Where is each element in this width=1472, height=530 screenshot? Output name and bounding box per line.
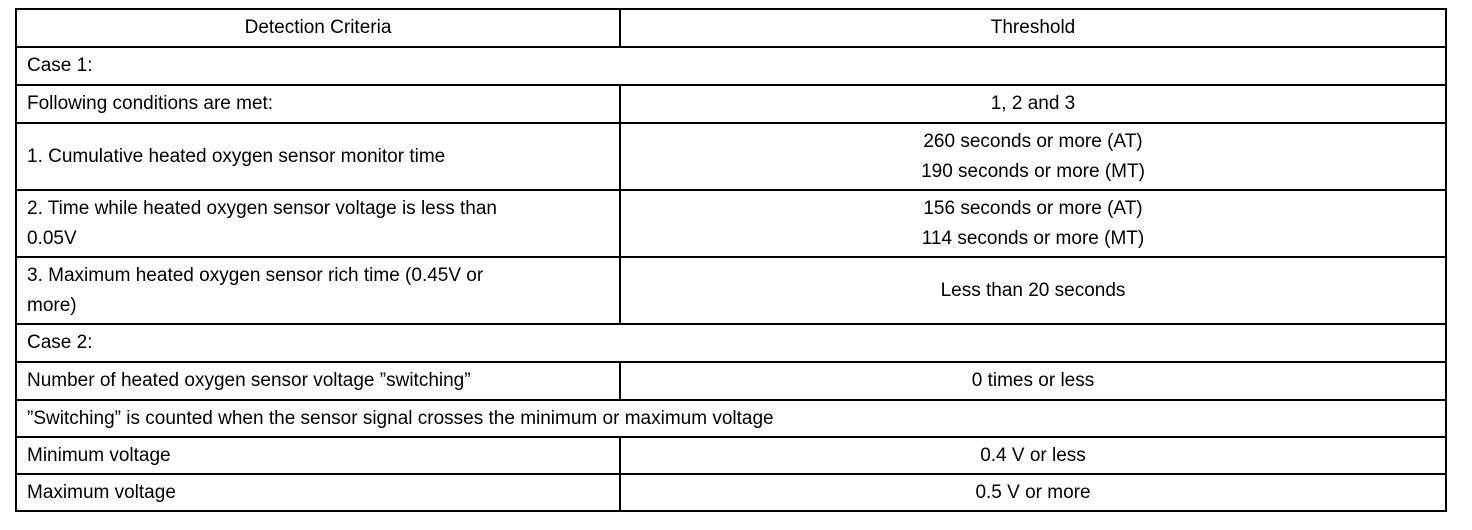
- threshold-line: Less than 20 seconds: [940, 279, 1126, 301]
- criteria-line: 1. Cumulative heated oxygen sensor monitor time: [27, 145, 446, 167]
- threshold-line: 156 seconds or more (AT): [923, 197, 1143, 219]
- table-row: [16, 362, 1446, 400]
- criteria-cell: Maximum voltage: [16, 474, 620, 511]
- threshold-line: 190 seconds or more (MT): [921, 160, 1145, 182]
- threshold-cell: 0.5 V or more: [620, 474, 1446, 511]
- criteria-cell: [16, 190, 620, 257]
- criteria-line: more): [27, 294, 77, 316]
- threshold-cell: [620, 190, 1446, 257]
- table-row: [16, 437, 1446, 474]
- threshold-line: 114 seconds or more (MT): [921, 227, 1145, 249]
- threshold-cell: [620, 85, 1446, 123]
- criteria-cell: [16, 123, 620, 190]
- case-2-row: [16, 324, 1446, 362]
- threshold-line: 260 seconds or more (AT): [923, 130, 1143, 152]
- threshold-line: 1, 2 and 3: [990, 93, 1076, 114]
- table-row: [16, 257, 1446, 324]
- criteria-line: Following conditions are met:: [27, 93, 274, 114]
- table-row: [16, 123, 1446, 190]
- case-1-row: [16, 47, 1446, 85]
- threshold-cell: 0 times or less: [620, 362, 1446, 400]
- criteria-line: 0.05V: [27, 227, 77, 249]
- table-row: [16, 190, 1446, 257]
- case-1-label: Case 1:: [16, 47, 1446, 85]
- threshold-cell: [620, 257, 1446, 324]
- switching-note: ”Switching” is counted when the sensor signal crosses the minimum or maximum voltage: [16, 400, 1446, 437]
- case-2-label: Case 2:: [16, 324, 1446, 362]
- criteria-cell: [16, 257, 620, 324]
- switching-note-row: [16, 400, 1446, 437]
- header-threshold: Threshold: [620, 9, 1446, 47]
- criteria-cell: Minimum voltage: [16, 437, 620, 474]
- criteria-cell: [16, 85, 620, 123]
- threshold-cell: 0.4 V or less: [620, 437, 1446, 474]
- detection-criteria-table: [15, 8, 1447, 512]
- criteria-line: 3. Maximum heated oxygen sensor rich time (0.45V or: [27, 264, 484, 286]
- table-row: [16, 85, 1446, 123]
- table-row: [16, 474, 1446, 511]
- table-header-row: [16, 9, 1446, 47]
- criteria-line: 2. Time while heated oxygen sensor voltage is less than: [27, 197, 497, 219]
- header-detection-criteria: Detection Criteria: [16, 9, 620, 47]
- threshold-cell: [620, 123, 1446, 190]
- criteria-cell: Number of heated oxygen sensor voltage ”switching”: [16, 362, 620, 400]
